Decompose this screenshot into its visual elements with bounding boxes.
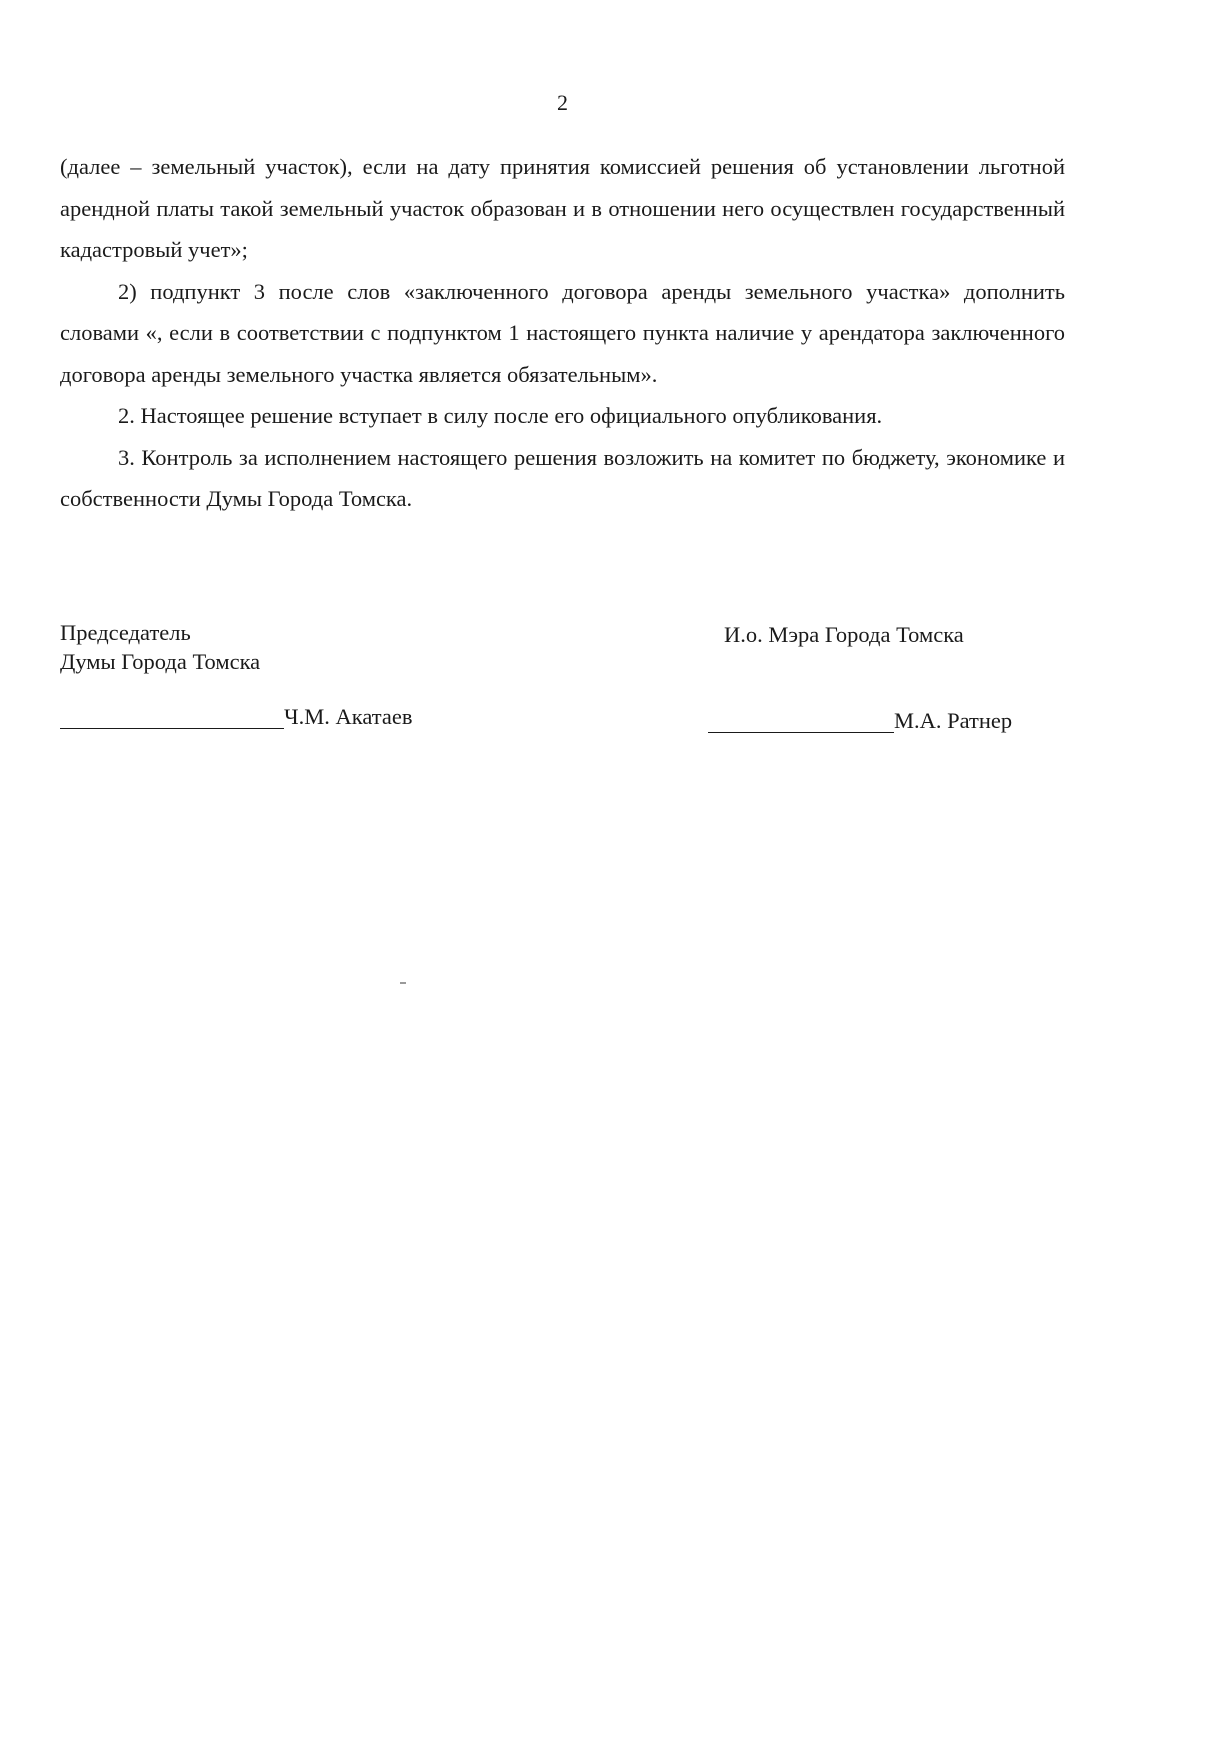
scan-speck	[400, 982, 406, 984]
signature-line-right	[708, 710, 894, 733]
signature-right-name: М.А. Ратнер	[894, 708, 1013, 733]
signature-right-title: И.о. Мэра Города Томска	[724, 622, 964, 647]
signature-line-left	[60, 706, 284, 729]
signature-left-block	[60, 702, 412, 731]
signature-left-name: Ч.М. Акатаев	[284, 704, 413, 729]
paragraph-point-3: 3. Контроль за исполнением настоящего решения возложить на комитет по бюджету, экономике и собственности Думы Города Томска.	[60, 444, 1065, 511]
paragraph-point-2: 2. Настоящее решение вступает в силу после его официального опубликования.	[118, 403, 883, 428]
signature-left-title-line1: Председатель	[60, 620, 191, 645]
signature-left-title-line2: Думы Города Томска	[60, 649, 261, 674]
signature-left-title	[60, 618, 260, 676]
paragraph-continuation: (далее – земельный участок), если на дату принятия комиссией решения об установлении льготной арендной платы такой земельный участок образован и в отношении него осуществлен государственный кадастровый учет»;	[60, 154, 1065, 262]
document-body	[60, 146, 1065, 520]
page-number: 2	[557, 90, 568, 115]
signature-right-block	[708, 706, 1012, 735]
paragraph-subpoint-2: 2) подпункт 3 после слов «заключенного договора аренды земельного участка» дополнить словами «, если в соответствии с подпунктом 1 настоящего пункта наличие у арендатора заключенного договора аренды земельного участка является обязательным».	[60, 278, 1065, 387]
